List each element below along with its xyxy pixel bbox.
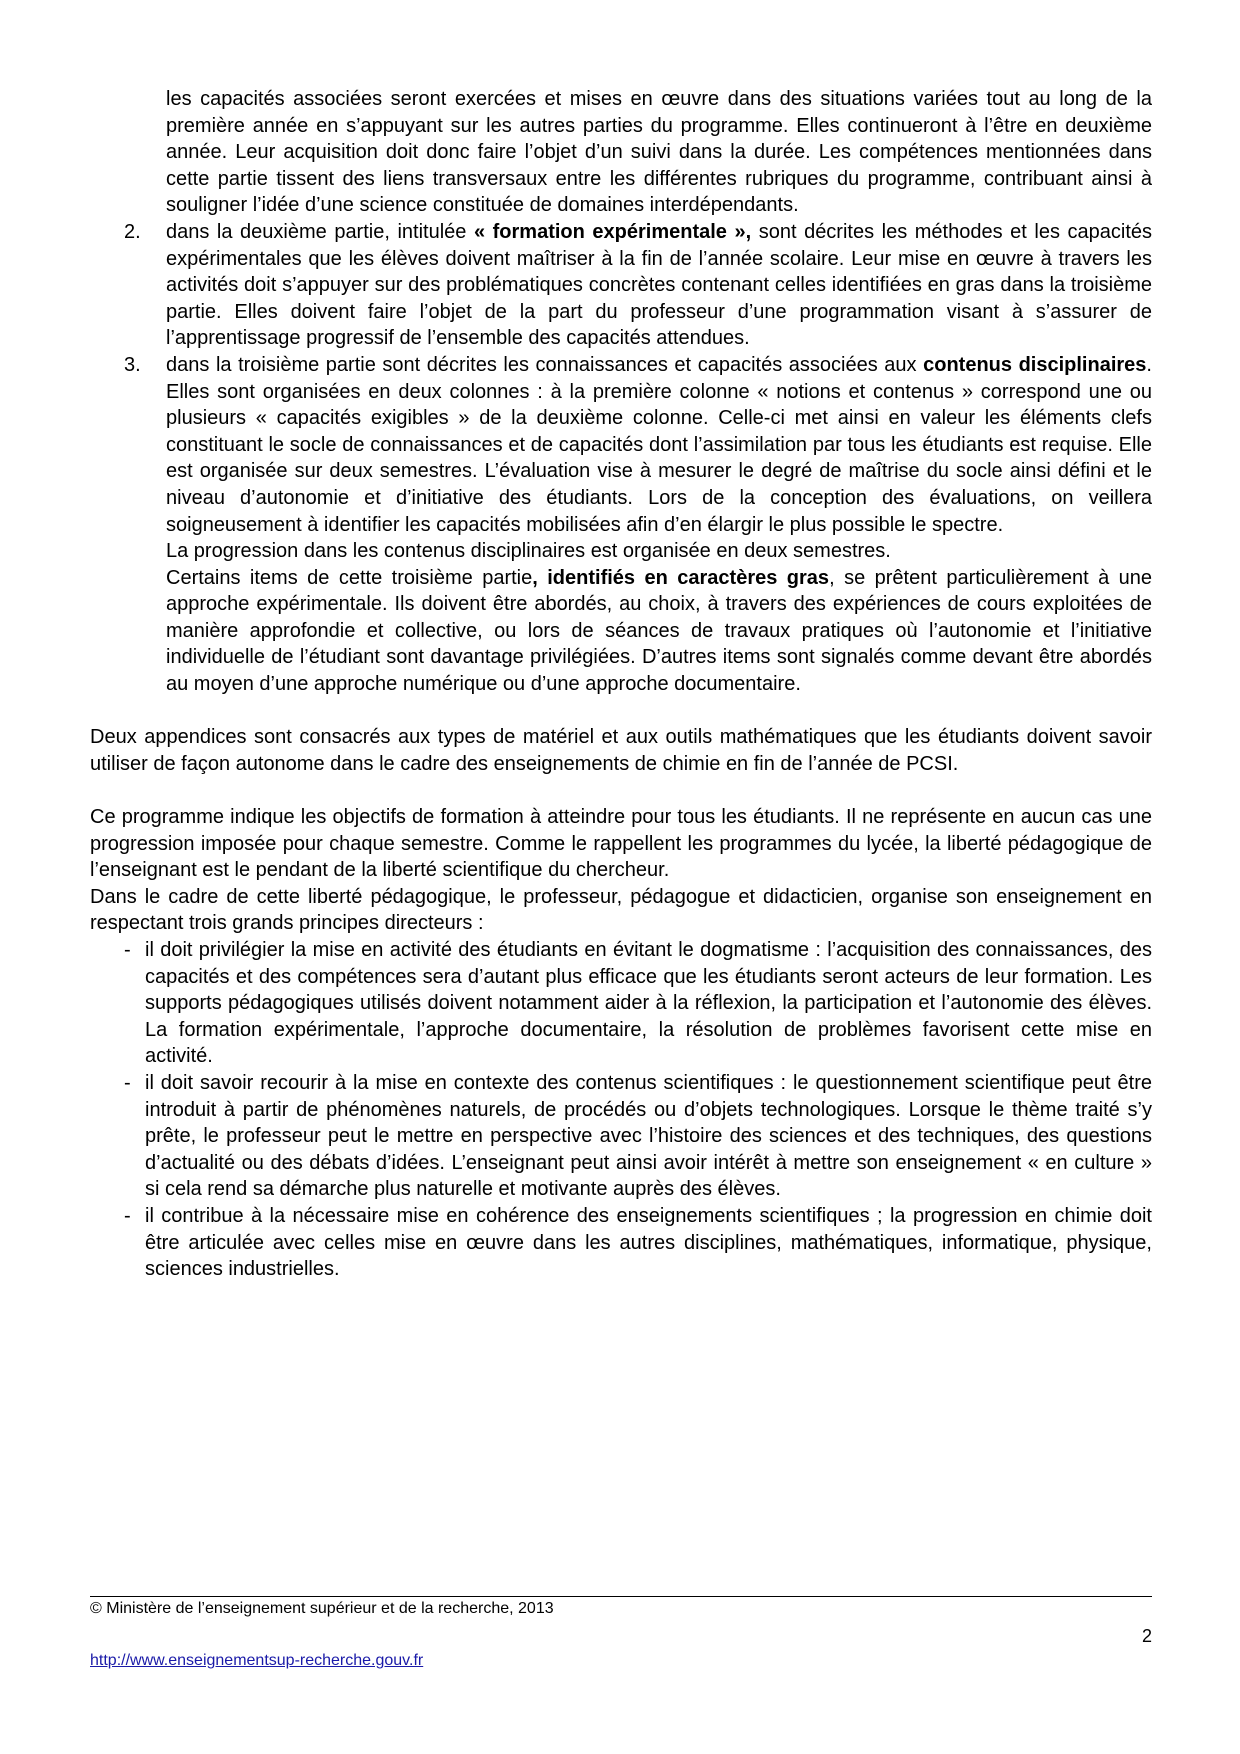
item3-bold-text: contenus disciplinaires	[923, 353, 1147, 376]
list-item-3	[90, 352, 1152, 538]
appendices-paragraph: Deux appendices sont consacrés aux types de matériel et aux outils mathématiques que les étudiants doivent savoir utiliser de façon autonome dans le cadre des enseignements de chimie en fin de l’année de PCSI.	[90, 726, 1152, 775]
item2-bold-text: « formation expérimentale »,	[473, 220, 752, 243]
item3-text-after: . Elles sont organisées en deux colonnes : à la première colonne « notions et contenus » correspond une ou plusieurs « capacités exigibles » de la deuxième colonne. Celle-ci met ainsi en valeur les éléments clefs constituant le socle de connaissances et de capacités dont l’assimilation par tous les étudiants est requise. Elle est organisée sur deux semestres. L’évaluation vise à mesurer le degré de maîtrise du socle ainsi défini et le niveau d’autonomie et d’initiative des étudiants. Lors de la conception des évaluations, on veillera soigneusement à identifier les capacités mobilisées afin d’en élargir le plus possible le spectre.	[166, 353, 1152, 536]
principle-item-3	[90, 1203, 1152, 1283]
principle-item-2	[90, 1070, 1152, 1203]
list-number-2: 2.	[124, 220, 141, 243]
principle-item-1	[90, 937, 1152, 1070]
cadre-paragraph: Dans le cadre de cette liberté pédagogique, le professeur, pédagogue et didacticien, organise son enseignement en respectant trois grands principes directeurs :	[90, 885, 1152, 935]
principle-text-3: il contribue à la nécessaire mise en cohérence des enseignements scientifiques ; la progression en chimie doit être articulée avec celles mise en œuvre dans les autres disciplines, mathématiques, informatique, physique, sciences industrielles.	[145, 1204, 1152, 1281]
certains-text-after: , se prêtent particulièrement à une approche expérimentale. Ils doivent être abordés, au choix, à travers des expériences de cours exploitées de manière approfondie et collective, ou lors de séances de travaux pratiques où l’autonomie et l’initiative individuelle de l’étudiant sont davantage privilégiées. D’autres items sont signalés comme devant être abordés au moyen d’une approche numérique ou d’une approche documentaire.	[166, 566, 1153, 696]
page-body	[90, 86, 1152, 1283]
certains-bold-text: , identifiés en caractères gras	[532, 566, 830, 589]
progression-paragraph: La progression dans les contenus disciplinaires est organisée en deux semestres.	[166, 540, 891, 563]
list-number-3: 3.	[124, 353, 141, 376]
paragraph-spacer	[90, 698, 1152, 725]
intro-continuation-paragraph: les capacités associées seront exercées et mises en œuvre dans des situations variées tout au long de la première année en s’appuyant sur les autres parties du programme. Elles continueront à l’être en deuxième année. Leur acquisition doit donc faire l’objet d’un suivi dans la durée. Les compétences mentionnées dans cette partie tissent des liens transversaux entre les différentes rubriques du programme, contribuant ainsi à souligner l’idée d’une science constituée de domaines interdépendants.	[166, 88, 1152, 217]
dash-bullet: -	[124, 939, 131, 961]
objectifs-paragraph: Ce programme indique les objectifs de formation à atteindre pour tous les étudiants. Il ne représente en aucun cas une progression imposée pour chaque semestre. Comme le rappellent les programmes du lycée, la liberté pédagogique de l’enseignant est le pendant de la liberté scientifique du chercheur.	[90, 806, 1152, 882]
certains-items-paragraph	[90, 565, 1152, 698]
paragraph-spacer	[90, 777, 1152, 804]
item3-text-before: dans la troisième partie sont décrites les connaissances et capacités associées aux	[166, 353, 924, 376]
dash-bullet: -	[124, 1204, 131, 1227]
principle-text-2: il doit savoir recourir à la mise en contexte des contenus scientifiques : le questionnement scientifique peut être introduit à partir de phénomènes naturels, de procédés ou d’objets technologiques. Lorsque le thème traité s’y prête, le professeur peut le mettre en perspective avec l’histoire des sciences et des techniques, des questions d’actualité ou des débats d’idées. L’enseignant peut ainsi avoir intérêt à mettre son enseignement « en culture » si cela rend sa démarche plus naturelle et motivante auprès des élèves.	[145, 1071, 1152, 1201]
principle-text-1: il doit privilégier la mise en activité des étudiants en évitant le dogmatisme : l’acquisition des connaissances, des capacités et des compétences sera d’autant plus efficace que les étudiants seront acteurs de leur formation. Les supports pédagogiques utilisés doivent notamment aider à la réflexion, la participation et l’autonomie des élèves. La formation expérimentale, l’approche documentaire, la résolution de problèmes favorisent cette mise en activité.	[145, 939, 1152, 1068]
page-number: 2	[1141, 1626, 1152, 1646]
footer-divider	[90, 1596, 1152, 1597]
item2-text-before: dans la deuxième partie, intitulée	[166, 220, 474, 243]
certains-text-before: Certains items de cette troisième partie	[166, 566, 533, 589]
dash-bullet: -	[124, 1071, 131, 1094]
item2-text-after: sont décrites les méthodes et les capacités expérimentales que les élèves doivent maîtriser à la fin de l’année scolaire. Leur mise en œuvre à travers les activités doit s’appuyer sur des problématiques concrètes contenant celles identifiées en gras dans la troisième partie. Elles doivent faire l’objet de la part du professeur d’une programmation visant à s’assurer de l’apprentissage progressif de l’ensemble des capacités attendues.	[166, 220, 1152, 350]
footer-copyright: © Ministère de l’enseignement supérieur et de la recherche, 2013	[90, 1600, 554, 1617]
footer-url-link[interactable]: http://www.enseignementsup-recherche.gouv.fr	[90, 1652, 424, 1669]
list-item-2	[90, 219, 1152, 352]
